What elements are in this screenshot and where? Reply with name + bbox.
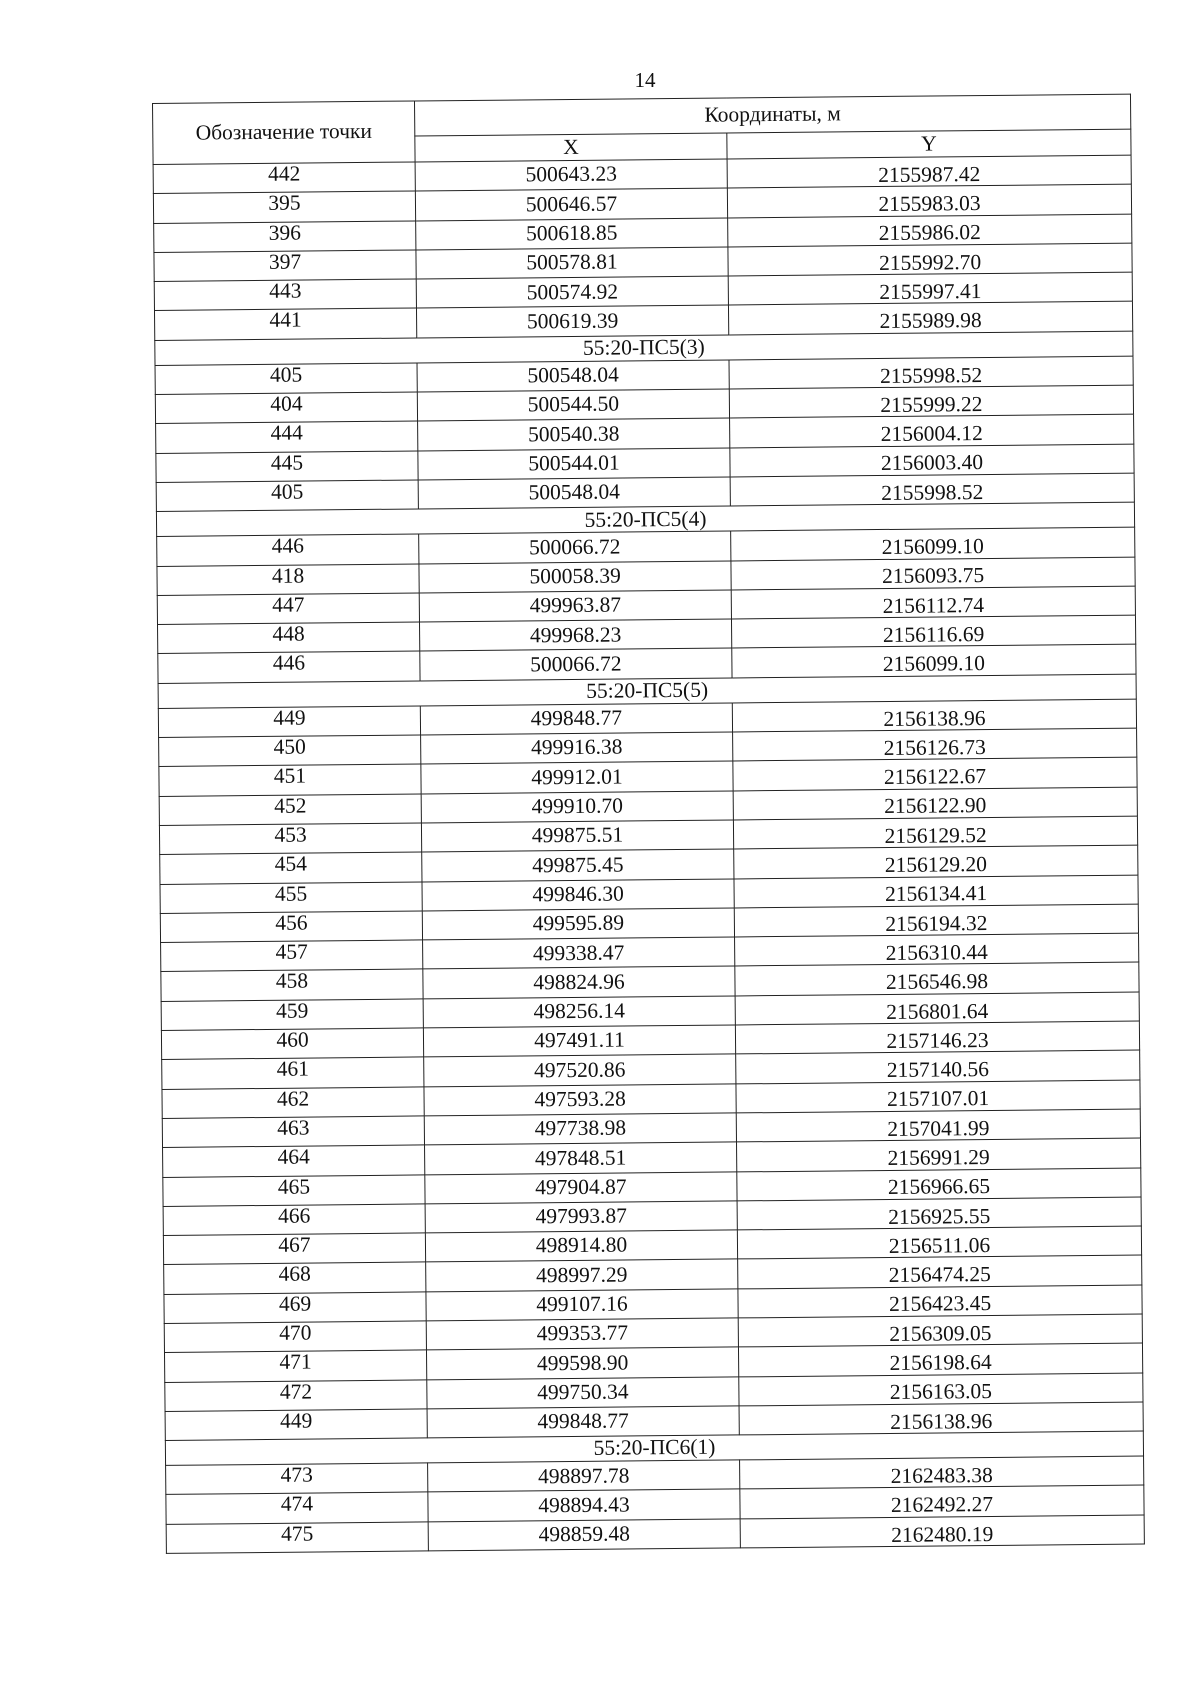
point-id-cell: 456 — [160, 911, 422, 943]
x-coordinate-cell: 499595.89 — [422, 908, 734, 940]
y-coordinate-cell: 2162492.27 — [740, 1486, 1144, 1519]
x-coordinate-cell: 498256.14 — [423, 996, 735, 1028]
y-coordinate-cell: 2156194.32 — [734, 904, 1138, 937]
y-header: Y — [727, 129, 1131, 159]
y-coordinate-cell: 2156198.64 — [738, 1343, 1142, 1376]
point-id-cell: 405 — [156, 480, 418, 512]
x-coordinate-cell: 498897.78 — [428, 1460, 740, 1492]
point-id-cell: 405 — [155, 363, 417, 395]
x-coordinate-cell: 499875.51 — [421, 820, 733, 852]
x-coordinate-cell: 500066.72 — [420, 648, 732, 680]
point-id-cell: 446 — [157, 534, 419, 566]
y-coordinate-cell: 2162480.19 — [740, 1515, 1144, 1548]
x-coordinate-cell: 499848.77 — [427, 1406, 739, 1438]
point-id-cell: 452 — [159, 794, 421, 826]
section-title: 55:20-ПС6(1) — [165, 1431, 1143, 1465]
x-coordinate-cell: 498997.29 — [426, 1259, 738, 1291]
x-coordinate-cell: 498859.48 — [428, 1519, 740, 1551]
x-coordinate-cell: 497491.11 — [423, 1025, 735, 1057]
y-coordinate-cell: 2156126.73 — [733, 728, 1137, 761]
point-id-cell: 467 — [163, 1233, 425, 1265]
y-coordinate-cell: 2156138.96 — [739, 1402, 1143, 1435]
x-coordinate-cell: 500618.85 — [416, 218, 728, 250]
y-coordinate-cell: 2156116.69 — [731, 615, 1135, 648]
y-coordinate-cell: 2155986.02 — [728, 214, 1132, 247]
point-id-cell: 443 — [154, 279, 416, 311]
x-coordinate-cell: 500578.81 — [416, 247, 728, 279]
x-header: X — [415, 133, 727, 162]
y-coordinate-cell: 2155999.22 — [729, 385, 1133, 418]
y-coordinate-cell: 2162483.38 — [740, 1456, 1144, 1489]
x-coordinate-cell: 500066.72 — [419, 531, 731, 563]
y-coordinate-cell: 2157041.99 — [736, 1109, 1140, 1142]
x-coordinate-cell: 497593.28 — [424, 1084, 736, 1116]
y-coordinate-cell: 2157107.01 — [736, 1080, 1140, 1113]
point-id-cell: 397 — [154, 250, 416, 282]
x-coordinate-cell: 499353.77 — [426, 1318, 738, 1350]
y-coordinate-cell: 2156925.55 — [737, 1197, 1141, 1230]
x-coordinate-cell: 499968.23 — [419, 619, 731, 651]
y-coordinate-cell: 2156093.75 — [731, 557, 1135, 590]
x-coordinate-cell: 500058.39 — [419, 561, 731, 593]
coordinates-table-container — [152, 94, 1144, 1554]
table-header — [153, 94, 1132, 164]
point-id-cell: 418 — [157, 564, 419, 596]
y-coordinate-cell: 2156310.44 — [735, 933, 1139, 966]
x-coordinate-cell: 499912.01 — [421, 761, 733, 793]
x-coordinate-cell: 497848.51 — [425, 1142, 737, 1174]
x-coordinate-cell: 500619.39 — [416, 305, 728, 337]
point-id-cell: 473 — [166, 1463, 428, 1495]
x-coordinate-cell: 499750.34 — [427, 1377, 739, 1409]
x-coordinate-cell: 500548.04 — [417, 360, 729, 392]
point-id-cell: 460 — [161, 1028, 423, 1060]
point-id-cell: 458 — [161, 969, 423, 1001]
point-id-cell: 454 — [160, 852, 422, 884]
y-coordinate-cell: 2155987.42 — [727, 155, 1131, 188]
x-coordinate-cell: 498894.43 — [428, 1489, 740, 1521]
x-coordinate-cell: 499846.30 — [422, 878, 734, 910]
x-coordinate-cell: 499598.90 — [426, 1347, 738, 1379]
y-coordinate-cell: 2156966.65 — [737, 1168, 1141, 1201]
y-coordinate-cell: 2156138.96 — [732, 699, 1136, 732]
y-coordinate-cell: 2156511.06 — [737, 1226, 1141, 1259]
point-id-cell: 462 — [162, 1087, 424, 1119]
x-coordinate-cell: 497738.98 — [424, 1113, 736, 1145]
point-id-cell: 448 — [158, 622, 420, 654]
y-coordinate-cell: 2156546.98 — [735, 962, 1139, 995]
x-coordinate-cell: 500574.92 — [416, 276, 728, 308]
point-id-cell: 451 — [159, 764, 421, 796]
point-id-cell: 450 — [159, 735, 421, 767]
y-coordinate-cell: 2156801.64 — [735, 992, 1139, 1025]
y-coordinate-cell: 2156112.74 — [731, 586, 1135, 619]
point-id-cell: 449 — [158, 706, 420, 738]
y-coordinate-cell: 2156122.67 — [733, 757, 1137, 790]
y-coordinate-cell: 2156129.52 — [733, 816, 1137, 849]
point-id-cell: 447 — [157, 593, 419, 625]
y-coordinate-cell: 2156129.20 — [734, 845, 1138, 878]
coordinates-table — [152, 94, 1145, 1554]
point-id-cell: 444 — [156, 421, 418, 453]
point-id-cell: 404 — [155, 392, 417, 424]
x-coordinate-cell: 499338.47 — [423, 937, 735, 969]
point-id-cell: 459 — [161, 999, 423, 1031]
y-coordinate-cell: 2156423.45 — [738, 1285, 1142, 1318]
point-id-cell: 455 — [160, 881, 422, 913]
x-coordinate-cell: 500544.01 — [418, 448, 730, 480]
point-id-cell: 474 — [166, 1492, 428, 1524]
y-coordinate-cell: 2155997.41 — [728, 272, 1132, 305]
y-coordinate-cell: 2155998.52 — [730, 473, 1134, 506]
y-coordinate-cell: 2155989.98 — [728, 302, 1132, 335]
point-id-cell: 453 — [159, 823, 421, 855]
x-coordinate-cell: 500646.57 — [415, 188, 727, 220]
x-coordinate-cell: 497520.86 — [424, 1054, 736, 1086]
point-id-cell: 471 — [164, 1350, 426, 1382]
y-coordinate-cell: 2156099.10 — [731, 527, 1135, 560]
table-body — [153, 155, 1144, 1553]
point-id-cell: 442 — [153, 162, 415, 194]
section-title: 55:20-ПС5(4) — [156, 502, 1134, 536]
point-id-cell: 463 — [162, 1116, 424, 1148]
x-coordinate-cell: 498824.96 — [423, 966, 735, 998]
section-title: 55:20-ПС5(5) — [158, 674, 1136, 708]
point-id-cell: 466 — [163, 1204, 425, 1236]
x-coordinate-cell: 499848.77 — [420, 703, 732, 735]
point-id-cell: 469 — [164, 1292, 426, 1324]
y-coordinate-cell: 2157146.23 — [735, 1021, 1139, 1054]
point-id-cell: 441 — [154, 308, 416, 340]
x-coordinate-cell: 500540.38 — [418, 418, 730, 450]
point-id-cell: 457 — [161, 940, 423, 972]
x-coordinate-cell: 497904.87 — [425, 1171, 737, 1203]
y-coordinate-cell: 2156099.10 — [732, 645, 1136, 678]
point-id-cell: 465 — [163, 1174, 425, 1206]
point-id-cell: 461 — [162, 1057, 424, 1089]
coordinates-header: Координаты, м — [414, 94, 1130, 136]
point-id-cell: 395 — [153, 191, 415, 223]
y-coordinate-cell: 2156991.29 — [737, 1138, 1141, 1171]
y-coordinate-cell: 2156309.05 — [738, 1314, 1142, 1347]
point-id-cell: 470 — [164, 1321, 426, 1353]
y-coordinate-cell: 2156134.41 — [734, 875, 1138, 908]
y-coordinate-cell: 2156122.90 — [733, 787, 1137, 820]
x-coordinate-cell: 499910.70 — [421, 791, 733, 823]
point-id-cell: 449 — [165, 1409, 427, 1441]
point-id-cell: 464 — [163, 1145, 425, 1177]
y-coordinate-cell: 2155992.70 — [728, 243, 1132, 276]
y-coordinate-cell: 2156163.05 — [739, 1373, 1143, 1406]
y-coordinate-cell: 2155983.03 — [727, 184, 1131, 217]
point-id-cell: 446 — [158, 651, 420, 683]
point-id-cell: 396 — [154, 221, 416, 253]
x-coordinate-cell: 499107.16 — [426, 1289, 738, 1321]
x-coordinate-cell: 500548.04 — [418, 477, 730, 509]
page-number: 14 — [634, 68, 656, 92]
y-coordinate-cell: 2157140.56 — [736, 1050, 1140, 1083]
y-coordinate-cell: 2156004.12 — [730, 414, 1134, 447]
y-coordinate-cell: 2155998.52 — [729, 356, 1133, 389]
x-coordinate-cell: 500544.50 — [417, 389, 729, 421]
section-title: 55:20-ПС5(3) — [155, 331, 1133, 365]
x-coordinate-cell: 499916.38 — [421, 732, 733, 764]
y-coordinate-cell: 2156003.40 — [730, 444, 1134, 477]
x-coordinate-cell: 500643.23 — [415, 159, 727, 191]
point-designation-header: Обозначение точки — [153, 101, 416, 165]
point-id-cell: 472 — [165, 1379, 427, 1411]
point-id-cell: 445 — [156, 451, 418, 483]
x-coordinate-cell: 497993.87 — [425, 1201, 737, 1233]
table-row — [166, 1515, 1144, 1554]
point-id-cell: 468 — [164, 1262, 426, 1294]
x-coordinate-cell: 499875.45 — [422, 849, 734, 881]
point-id-cell: 475 — [166, 1522, 428, 1554]
x-coordinate-cell: 499963.87 — [419, 590, 731, 622]
x-coordinate-cell: 498914.80 — [425, 1230, 737, 1262]
y-coordinate-cell: 2156474.25 — [738, 1255, 1142, 1288]
